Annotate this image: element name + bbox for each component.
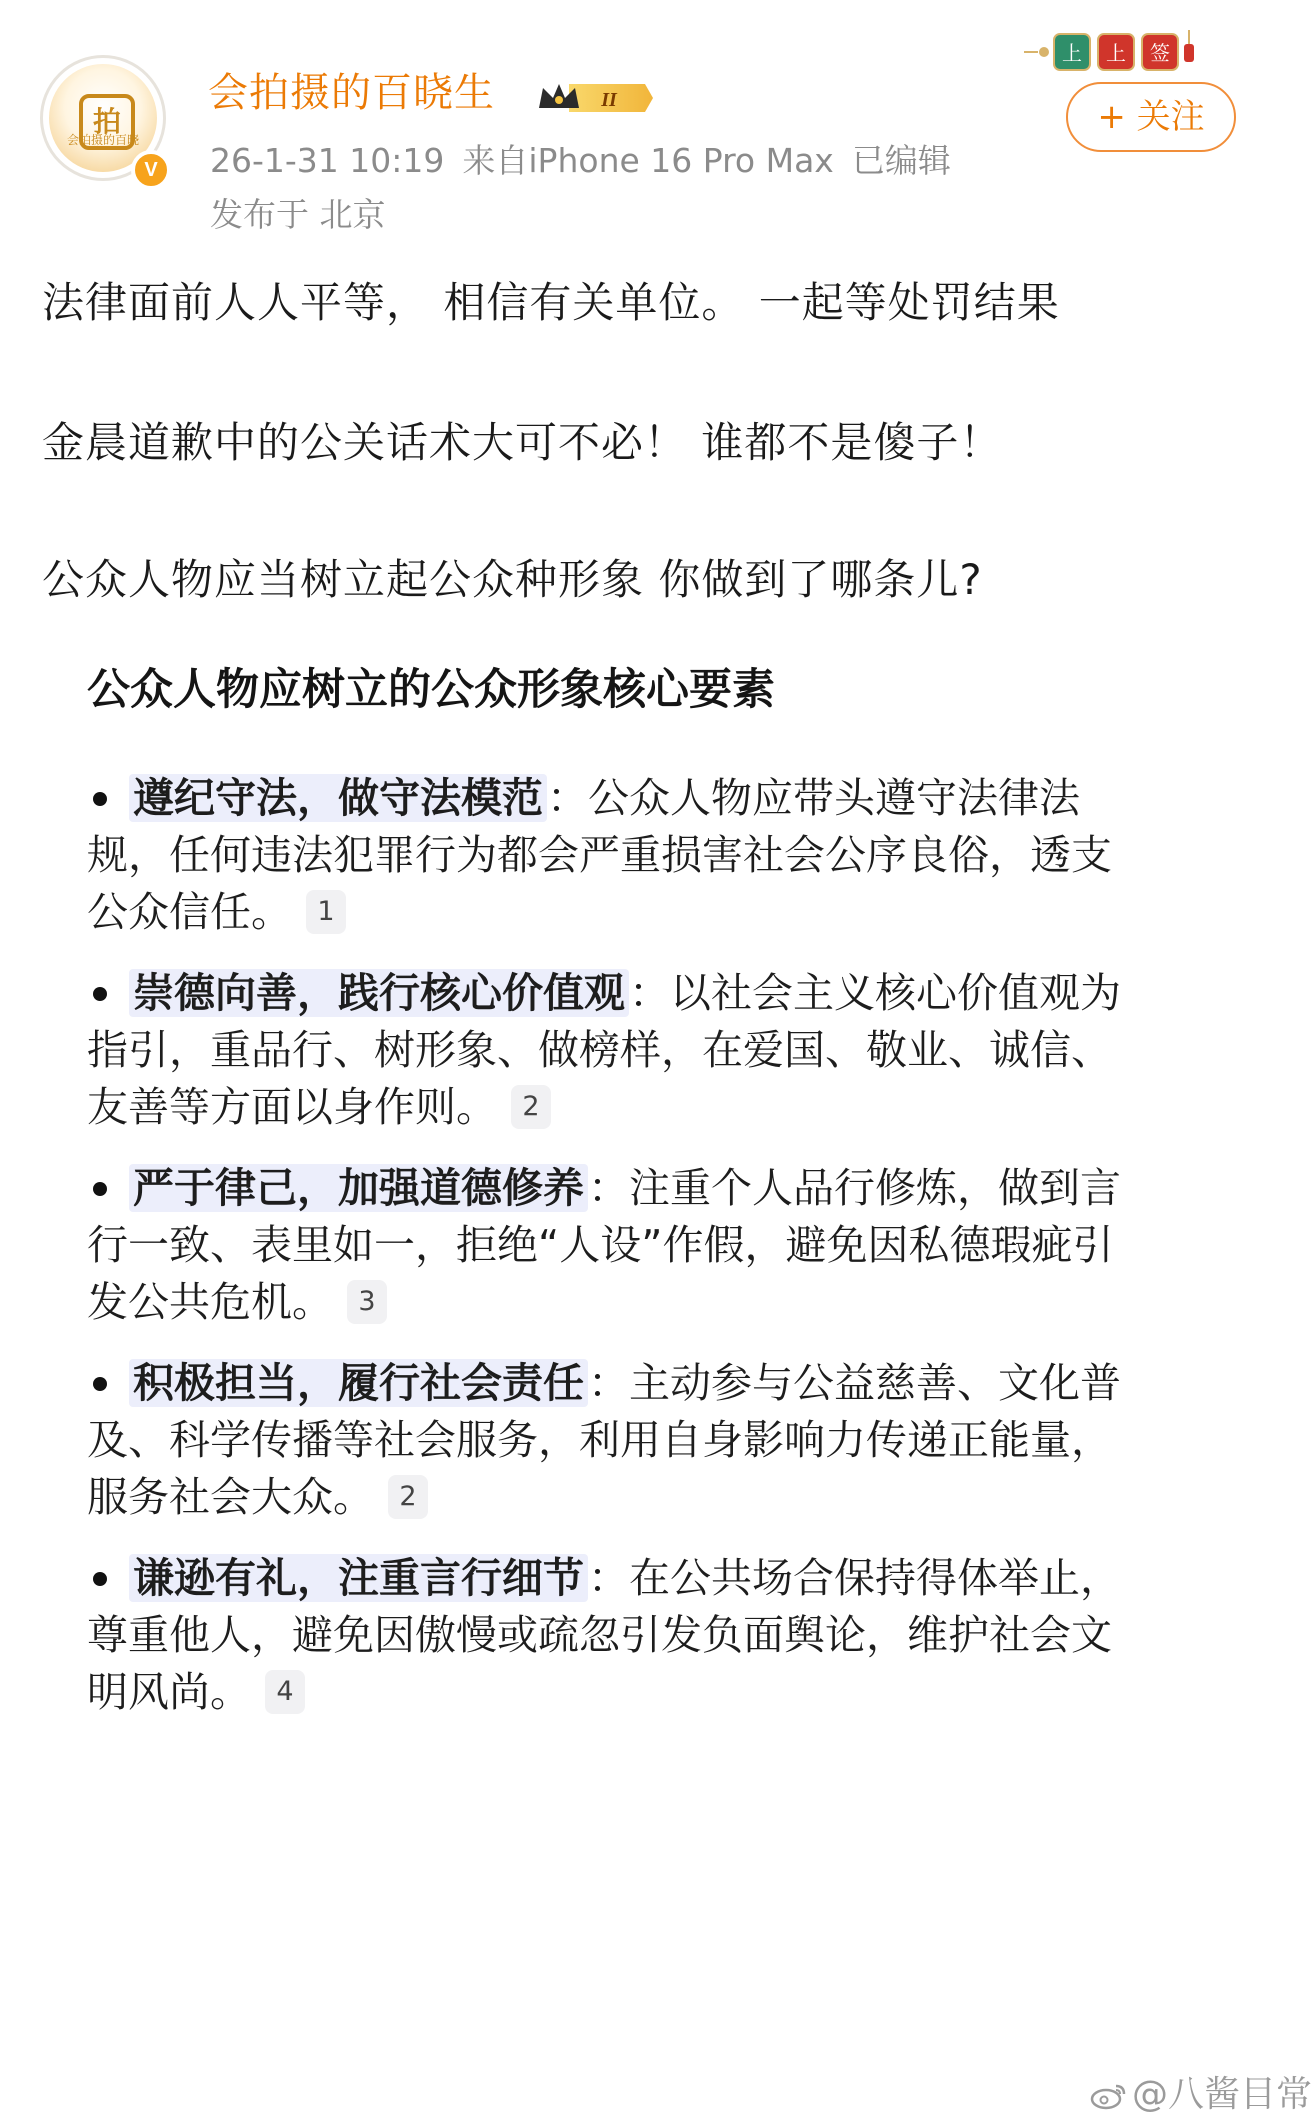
post-edited-label[interactable]: 已编辑 xyxy=(851,141,951,180)
item-text: ：主动参与公益慈善、文化普 xyxy=(588,1359,1121,1407)
svg-text:上: 上 xyxy=(1106,41,1126,65)
post-header xyxy=(0,0,1284,240)
post-paragraph-1: 法律面前人人平等， 相信有关单位。 一起等处罚结果 xyxy=(42,278,1060,327)
vip-level-text: II xyxy=(601,89,617,111)
item-text: ：以社会主义核心价值观为 xyxy=(629,969,1121,1017)
post-location: 发布于 北京 xyxy=(210,195,386,234)
watermark-text: @八酱目常 xyxy=(1132,2074,1312,2115)
watermark xyxy=(1090,2073,1312,2117)
item-title: 严于律己，加强道德修养 xyxy=(129,1164,588,1212)
citation-badge[interactable]: 2 xyxy=(388,1475,428,1519)
weibo-logo-icon xyxy=(1090,2082,1128,2110)
item-text: ：公众人物应带头遵守法律法 xyxy=(547,774,1080,822)
item-text: 规，任何违法犯罪行为都会严重损害社会公序良俗，透支 xyxy=(87,831,1112,879)
item-text: 尊重他人，避免因傲慢或疏忽引发负面舆论，维护社会文 xyxy=(87,1611,1112,1659)
item-text: 指引，重品行、树形象、做榜样，在爱国、敬业、诚信、 xyxy=(87,1026,1112,1074)
item-text: 及、科学传播等社会服务，利用自身影响力传递正能量， xyxy=(87,1416,1112,1464)
item-title: 谦逊有礼，注重言行细节 xyxy=(129,1554,588,1602)
vip-crown-icon[interactable] xyxy=(535,78,653,118)
post-paragraph-2: 金晨道歉中的公关话术大可不必！ 谁都不是傻子！ xyxy=(42,418,1003,467)
svg-text:签: 签 xyxy=(1150,41,1170,65)
item-title: 积极担当，履行社会责任 xyxy=(129,1359,588,1407)
avatar-caption: 会拍摄的百晓 xyxy=(66,133,139,147)
post-source: 来自iPhone 16 Pro Max xyxy=(462,141,834,180)
verified-icon: V xyxy=(131,150,171,190)
item-text: 友善等方面以身作则。 xyxy=(87,1083,497,1131)
item-text: 公众信任。 xyxy=(87,888,292,936)
citation-badge[interactable]: 3 xyxy=(347,1280,387,1324)
citation-badge[interactable]: 4 xyxy=(265,1670,305,1714)
item-text: 行一致、表里如一，拒绝“人设”作假，避免因私德瑕疵引 xyxy=(87,1221,1114,1269)
festive-badge-icon[interactable] xyxy=(1016,22,1198,82)
post-meta xyxy=(210,140,969,182)
follow-button[interactable]: + 关注 xyxy=(1066,82,1236,152)
citation-badge[interactable]: 2 xyxy=(511,1085,551,1129)
item-title: 遵纪守法，做守法模范 xyxy=(129,774,547,822)
avatar-logo-mark: 拍 xyxy=(79,94,135,150)
author-username[interactable]: 会拍摄的百晓生 xyxy=(208,70,495,116)
embedded-heading: 公众人物应树立的公众形象核心要素 xyxy=(87,665,775,715)
post-date: 26-1-31 10:19 xyxy=(210,141,445,180)
item-text: ：注重个人品行修炼，做到言 xyxy=(588,1164,1121,1212)
embedded-screenshot[interactable] xyxy=(42,640,1242,2040)
svg-text:上: 上 xyxy=(1062,41,1082,65)
citation-badge[interactable]: 1 xyxy=(306,890,346,934)
item-title: 崇德向善，践行核心价值观 xyxy=(129,969,629,1017)
post-paragraph-3: 公众人物应当树立起公众种形象 你做到了哪条儿? xyxy=(42,555,983,604)
item-text: 明风尚。 xyxy=(87,1668,251,1716)
item-text: 发公共危机。 xyxy=(87,1278,333,1326)
item-text: ：在公共场合保持得体举止， xyxy=(588,1554,1121,1602)
item-text: 服务社会大众。 xyxy=(87,1473,374,1521)
